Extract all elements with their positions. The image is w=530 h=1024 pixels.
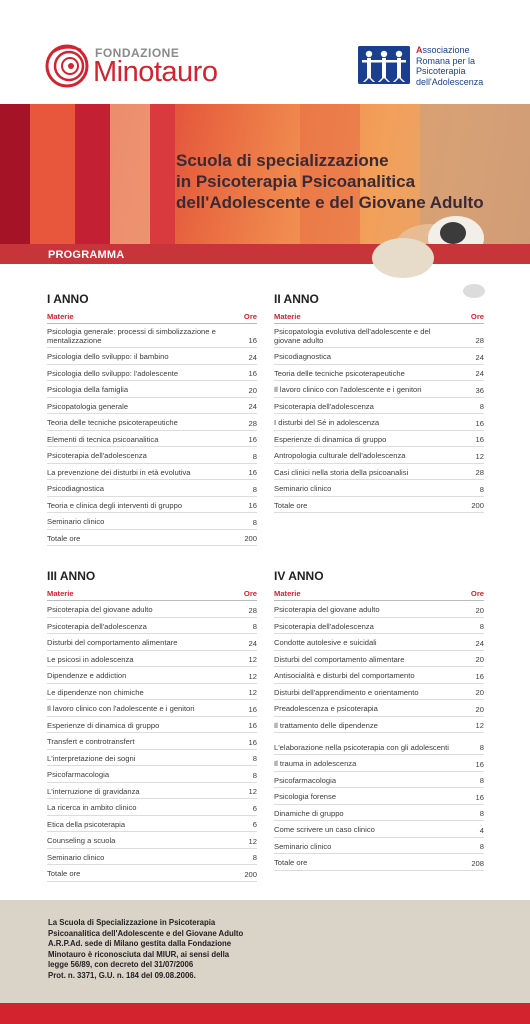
subject-name: Totale ore xyxy=(47,869,81,878)
subject-name: Disturbi dell'apprendimento e orientamento xyxy=(274,687,419,697)
table-row xyxy=(47,667,257,684)
table-row xyxy=(47,717,257,734)
subject-hours: 12 xyxy=(248,787,257,796)
subject-name: Psicologia dello sviluppo: il bambino xyxy=(47,352,169,361)
subject-name: Seminario clinico xyxy=(47,517,105,526)
minotauro-logo-icon xyxy=(45,42,93,90)
subject-name: Psicofarmacologia xyxy=(274,775,337,785)
section-iii-anno xyxy=(47,569,257,882)
table-row xyxy=(274,717,484,734)
table-row xyxy=(47,497,257,514)
subject-name: Psicofarmacologia xyxy=(47,770,110,779)
subject-hours: 8 xyxy=(252,770,257,780)
subject-hours: 16 xyxy=(475,418,484,428)
subject-hours: 12 xyxy=(248,655,257,664)
footer-line: La Scuola di Specializzazione in Psicoterapia xyxy=(48,918,216,927)
subject-name: Totale ore xyxy=(274,858,308,867)
table-row xyxy=(274,684,484,701)
subject-hours: 24 xyxy=(248,352,257,362)
subject-hours: 16 xyxy=(475,671,484,681)
table-header-row xyxy=(47,589,257,601)
table-row xyxy=(47,651,257,668)
subject-name: L'interruzione di gravidanza xyxy=(47,786,140,796)
subject-name: Seminario clinico xyxy=(274,841,332,851)
table-row xyxy=(274,755,484,772)
subject-name: La prevenzione dei disturbi in età evolutiva xyxy=(47,467,191,477)
table-header-row xyxy=(47,312,257,324)
subject-hours: 16 xyxy=(475,435,484,444)
subject-hours: 16 xyxy=(475,759,484,769)
table-row xyxy=(274,805,484,822)
subject-hours: 8 xyxy=(479,402,484,411)
subject-name: Psicopatologia evolutiva dell'adolescente e del giovane adulto xyxy=(274,327,431,345)
subject-hours: 8 xyxy=(252,451,257,461)
table-row xyxy=(47,849,257,866)
table-row xyxy=(47,348,257,365)
subject-name: Le psicosi in adolescenza xyxy=(47,654,134,664)
arpad-line-1: Associazione xyxy=(416,45,470,55)
column-header-materie: Materie xyxy=(47,588,74,598)
arpad-logo xyxy=(358,46,508,90)
subject-name: Psicoterapia dell'adolescenza xyxy=(47,451,147,460)
subject-name: Teoria e clinica degli interventi di gruppo xyxy=(47,500,183,510)
column-header-ore: Ore xyxy=(243,312,257,321)
table-row xyxy=(274,854,484,871)
subject-name: Psicopatologia generale xyxy=(47,401,129,411)
subject-hours: 20 xyxy=(475,655,484,664)
subject-name: Il lavoro clinico con l'adolescente e i genitori xyxy=(47,704,195,713)
subject-name: Psicoterapia del giovane adulto xyxy=(274,605,380,614)
table-row xyxy=(47,326,257,348)
table-row xyxy=(274,348,484,365)
subject-name: Psicologia generale: processi di simbolizzazione e mentalizzazione xyxy=(47,327,216,345)
section-ii-anno xyxy=(274,292,484,513)
table-row xyxy=(47,414,257,431)
subject-hours: 28 xyxy=(248,605,257,615)
table-row xyxy=(274,497,484,514)
subject-hours: 8 xyxy=(252,484,257,494)
subject-name: Il trattamento delle dipendenze xyxy=(274,720,378,730)
subject-hours: 16 xyxy=(248,704,257,714)
table-row xyxy=(47,618,257,635)
hero-stripe xyxy=(30,104,75,264)
table-row xyxy=(274,772,484,789)
table-row xyxy=(47,601,257,618)
subject-name: Le dipendenze non chimiche xyxy=(47,687,144,697)
table-row xyxy=(274,480,484,497)
column-header-materie: Materie xyxy=(274,588,301,598)
subject-hours: 12 xyxy=(248,671,257,681)
subject-name: Condotte autolesive e suicidali xyxy=(274,638,377,647)
subject-name: Come scrivere un caso clinico xyxy=(274,825,375,834)
table-row xyxy=(47,431,257,448)
arpad-line-2-text: Romana per la xyxy=(416,55,476,66)
subject-name: Antropologia culturale dell'adolescenza xyxy=(274,451,406,460)
subject-hours: 16 xyxy=(475,792,484,802)
subject-name: Antisocialità e disturbi del comportamento xyxy=(274,671,415,680)
footer-line: Minotauro è riconosciuta dal MIUR, ai sensi della xyxy=(48,949,230,959)
table-row xyxy=(274,667,484,684)
year-title: I ANNO xyxy=(47,292,89,306)
subject-hours: 16 xyxy=(248,468,257,477)
table-header-row xyxy=(274,312,484,324)
subject-hours: 8 xyxy=(479,622,484,631)
subject-name: La ricerca in ambito clinico xyxy=(47,803,137,812)
section-iv-anno xyxy=(274,569,484,871)
subject-name: Preadolescenza e psicoterapia xyxy=(274,704,378,713)
subject-name: Psicologia della famiglia xyxy=(47,385,129,394)
column-header-ore: Ore xyxy=(243,589,257,598)
subject-name: Teoria delle tecniche psicoterapeutiche xyxy=(274,368,405,378)
subject-name: L'elaborazione nella psicoterapia con gli adolescenti xyxy=(274,742,449,752)
subject-hours: 208 xyxy=(471,858,484,868)
subject-name: Elementi di tecnica psicoanalitica xyxy=(47,434,159,444)
footer-line: Psicoanalitica dell'Adolescente e del Giovane Adulto xyxy=(48,928,244,938)
subject-name: Il lavoro clinico con l'adolescente e i genitori xyxy=(274,385,422,394)
hero-stripe xyxy=(75,104,110,264)
subject-hours: 28 xyxy=(475,336,484,345)
table-row xyxy=(274,733,484,755)
table-row xyxy=(274,464,484,481)
title-line-3: dell'Adolescente e del Giovane Adulto xyxy=(176,193,484,212)
subject-hours: 8 xyxy=(479,809,484,818)
subject-hours: 24 xyxy=(248,402,257,411)
arpad-line-4-text: dell'Adolescenza xyxy=(416,76,484,87)
subject-hours: 36 xyxy=(475,385,484,395)
subject-name: Psicoterapia dell'adolescenza xyxy=(274,401,374,411)
subject-name: Disturbi del comportamento alimentare xyxy=(47,638,178,647)
hero-banner xyxy=(0,104,530,264)
table-row xyxy=(274,398,484,415)
table-row xyxy=(47,480,257,497)
subject-name: Seminario clinico xyxy=(274,484,332,493)
table-row xyxy=(47,783,257,800)
subject-name: Casi clinici nella storia della psicoanalisi xyxy=(274,467,409,477)
subject-hours: 20 xyxy=(475,704,484,714)
subject-hours: 8 xyxy=(252,517,257,527)
guinea-pig-photo xyxy=(440,222,466,244)
subject-hours: 8 xyxy=(479,743,484,752)
subject-hours: 16 xyxy=(248,435,257,444)
subject-hours: 16 xyxy=(248,501,257,510)
subject-name: Esperienze di dinamica di gruppo xyxy=(274,434,387,444)
subject-hours: 8 xyxy=(479,484,484,494)
speech-bubble-graphic xyxy=(372,238,434,278)
subject-hours: 16 xyxy=(248,721,257,730)
subject-hours: 16 xyxy=(248,369,257,378)
table-row xyxy=(274,634,484,651)
subject-name: Dinamiche di gruppo xyxy=(274,808,344,818)
arpad-line-1-text: ssociazione xyxy=(422,45,470,55)
logo-fondazione-text: FONDAZIONE xyxy=(95,46,180,60)
subject-name: Totale ore xyxy=(47,533,81,543)
table-row xyxy=(274,381,484,398)
title-line-2: in Psicoterapia Psicoanalitica xyxy=(176,172,416,191)
column-header-materie: Materie xyxy=(274,311,301,321)
arpad-line-4 xyxy=(416,77,483,88)
year-title: IV ANNO xyxy=(274,569,324,583)
subject-hours: 200 xyxy=(471,501,484,510)
subject-name: Psicologia dello sviluppo: l'adolescente xyxy=(47,368,179,378)
footer-note xyxy=(0,900,530,1003)
subject-hours: 24 xyxy=(475,369,484,378)
table-row xyxy=(274,414,484,431)
arpad-line-2 xyxy=(416,56,483,67)
table-row xyxy=(47,684,257,701)
arpad-figures-icon xyxy=(358,46,410,84)
table-row xyxy=(274,700,484,717)
subject-name: Etica della psicoterapia xyxy=(47,819,126,829)
subject-name: Esperienze di dinamica di gruppo xyxy=(47,720,160,730)
table-row xyxy=(47,464,257,481)
table-row xyxy=(47,865,257,882)
table-row xyxy=(47,381,257,398)
table-row xyxy=(47,750,257,767)
subject-name: Psicologia forense xyxy=(274,792,337,801)
hero-stripe xyxy=(150,104,175,264)
subject-hours: 16 xyxy=(248,336,257,345)
table-row xyxy=(274,788,484,805)
subject-name: Counseling a scuola xyxy=(47,836,116,845)
column-header-ore: Ore xyxy=(470,589,484,598)
title-line-1: Scuola di specializzazione xyxy=(176,151,389,170)
column-header-ore: Ore xyxy=(470,312,484,321)
bottom-red-bar xyxy=(0,1003,530,1024)
column-header-materie: Materie xyxy=(47,311,74,321)
table-row xyxy=(47,700,257,717)
table-row xyxy=(274,821,484,838)
subject-hours: 8 xyxy=(252,853,257,862)
subject-hours: 24 xyxy=(248,638,257,648)
table-row xyxy=(47,513,257,530)
table-header-row xyxy=(274,589,484,601)
subject-name: Psicodiagnostica xyxy=(47,484,104,493)
table-row xyxy=(274,431,484,448)
subject-hours: 4 xyxy=(479,825,484,835)
year-title: II ANNO xyxy=(274,292,319,306)
subject-hours: 20 xyxy=(475,688,484,697)
subject-hours: 28 xyxy=(475,468,484,477)
subject-hours: 12 xyxy=(475,721,484,730)
page-title xyxy=(176,150,496,213)
table-row xyxy=(274,838,484,855)
table-row xyxy=(274,618,484,635)
arpad-name xyxy=(416,45,483,87)
subject-name: L'interpretazione dei sogni xyxy=(47,753,136,763)
table-row xyxy=(274,326,484,348)
subject-name: Psicoterapia del giovane adulto xyxy=(47,605,153,614)
footer-line: legge 56/89, con decreto del 31/07/2006 xyxy=(48,960,194,970)
table-row xyxy=(47,447,257,464)
subject-hours: 6 xyxy=(252,820,257,829)
subject-hours: 8 xyxy=(479,842,484,851)
subject-name: Teoria delle tecniche psicoterapeutiche xyxy=(47,418,178,427)
subject-hours: 20 xyxy=(248,385,257,395)
subject-hours: 8 xyxy=(252,622,257,631)
subject-hours: 12 xyxy=(248,836,257,846)
subject-name: Il trauma in adolescenza xyxy=(274,759,357,768)
section-i-anno xyxy=(47,292,257,546)
subject-name: Seminario clinico xyxy=(47,852,105,862)
subject-name: Transfert e controtransfert xyxy=(47,737,135,746)
subject-hours: 8 xyxy=(479,776,484,785)
subject-name: Psicodiagnostica xyxy=(274,352,331,361)
subject-hours: 200 xyxy=(244,869,257,879)
table-row xyxy=(47,634,257,651)
table-row xyxy=(47,832,257,849)
subject-hours: 28 xyxy=(248,418,257,428)
footer-line: Prot. n. 3371, G.U. n. 184 del 09.08.2006. xyxy=(48,970,196,980)
header xyxy=(0,0,530,104)
subject-hours: 24 xyxy=(475,638,484,648)
arpad-line-3-text: Psicoterapia xyxy=(416,66,466,76)
subject-hours: 8 xyxy=(252,754,257,763)
subject-hours: 12 xyxy=(248,688,257,697)
subject-hours: 12 xyxy=(475,451,484,461)
programma-label: PROGRAMMA xyxy=(48,249,125,261)
table-row xyxy=(47,816,257,833)
table-row xyxy=(47,733,257,750)
table-row xyxy=(47,799,257,816)
subject-name: Dipendenze e addiction xyxy=(47,671,127,680)
year-title: III ANNO xyxy=(47,569,96,583)
fondazione-minotauro-logo xyxy=(45,42,235,92)
table-row xyxy=(47,766,257,783)
table-row xyxy=(274,651,484,668)
subject-hours: 200 xyxy=(244,534,257,543)
arpad-line-3 xyxy=(416,66,483,77)
table-row xyxy=(47,398,257,415)
hero-stripe xyxy=(110,104,150,264)
subject-hours: 20 xyxy=(475,605,484,615)
subject-name: Psicoterapia dell'adolescenza xyxy=(47,621,147,631)
subject-hours: 24 xyxy=(475,352,484,362)
table-row xyxy=(274,365,484,382)
table-row xyxy=(274,447,484,464)
subject-hours: 6 xyxy=(252,803,257,813)
hero-stripe xyxy=(0,104,30,264)
subject-name: Disturbi del comportamento alimentare xyxy=(274,654,405,664)
table-row xyxy=(47,365,257,382)
subject-name: Psicoterapia dell'adolescenza xyxy=(274,621,374,631)
table-row xyxy=(274,601,484,618)
subject-name: I disturbi del Sé in adolescenza xyxy=(274,418,380,427)
logo-minotauro-text: Minotauro xyxy=(93,56,218,88)
footer-line: A.R.P.Ad. sede di Milano gestita dalla Fondazione xyxy=(48,939,232,949)
subject-name: Totale ore xyxy=(274,500,308,510)
subject-hours: 16 xyxy=(248,737,257,747)
table-row xyxy=(47,530,257,547)
footer-text xyxy=(48,918,263,982)
